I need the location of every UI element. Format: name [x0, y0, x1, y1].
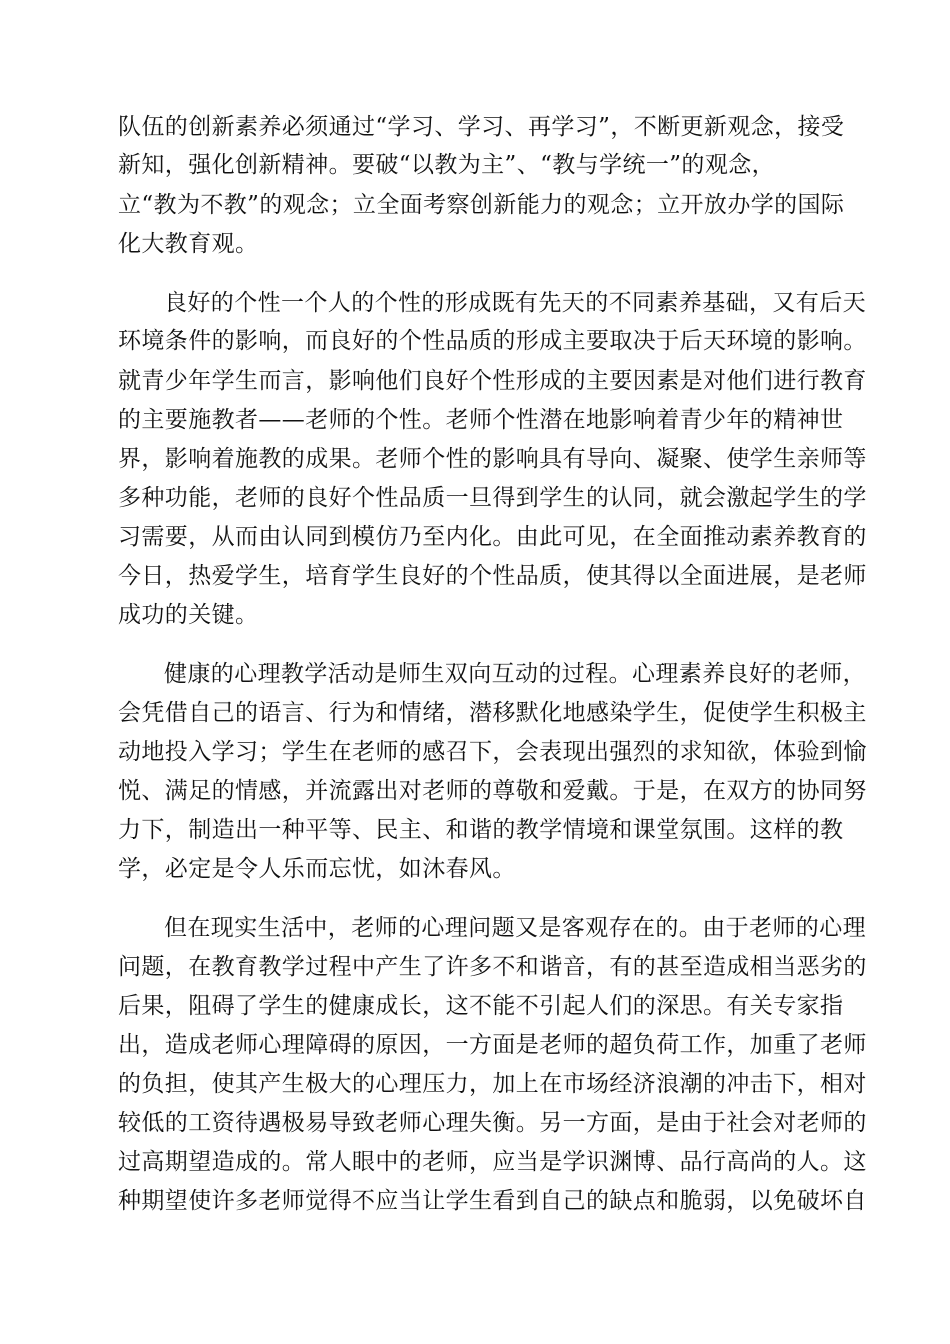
- paragraph-3-line-4: 悦、满足的情感，并流露出对老师的尊敬和爱戴。于是，在双方的协同努: [118, 778, 867, 804]
- paragraph-3-line-5: 力下，制造出一种平等、民主、和谐的教学情境和课堂氛围。这样的教: [118, 817, 844, 843]
- paragraph-1-line-3: 立“教为不教”的观念；立全面考察创新能力的观念；立开放办学的国际: [118, 192, 845, 218]
- paragraph-3-line-3: 动地投入学习；学生在老师的感召下，会表现出强烈的求知欲，体验到愉: [118, 739, 867, 765]
- paragraph-1-line-4: 化大教育观。: [118, 231, 259, 257]
- paragraph-2-line-4: 的主要施教者——老师的个性。老师个性潜在地影响着青少年的精神世: [118, 407, 844, 433]
- paragraph-2-line-2: 环境条件的影响，而良好的个性品质的形成主要取决于后天环境的影响。: [118, 328, 867, 354]
- paragraph-4-line-3: 后果，阻碍了学生的健康成长，这不能不引起人们的深思。有关专家指: [118, 993, 844, 1019]
- paragraph-4-line-4: 出，造成老师心理障碍的原因，一方面是老师的超负荷工作，加重了老师: [118, 1032, 867, 1058]
- paragraph-4-line-1: 但在现实生活中，老师的心理问题又是客观存在的。由于老师的心理: [164, 915, 866, 941]
- paragraph-2-line-6: 多种功能，老师的良好个性品质一旦得到学生的认同，就会激起学生的学: [118, 485, 867, 511]
- paragraph-1-line-1: 队伍的创新素养必须通过“学习、学习、再学习”，不断更新观念，接受: [118, 114, 845, 140]
- paragraph-1-line-2: 新知，强化创新精神。要破“以教为主”、“教与学统一”的观念，: [118, 152, 776, 178]
- paragraph-3-line-2: 会凭借自己的语言、行为和情绪，潜移默化地感染学生，促使学生积极主: [118, 700, 867, 726]
- paragraph-4-line-6: 较低的工资待遇极易导致老师心理失衡。另一方面，是由于社会对老师的: [118, 1110, 867, 1136]
- paragraph-2-line-7: 习需要，从而由认同到模仿乃至内化。由此可见，在全面推动素养教育的: [118, 524, 867, 550]
- paragraph-3-line-6: 学，必定是令人乐而忘忧，如沐春风。: [118, 856, 516, 882]
- paragraph-3-line-1: 健康的心理教学活动是师生双向互动的过程。心理素养良好的老师，: [164, 661, 866, 687]
- paragraph-2-line-1: 良好的个性一个人的个性的形成既有先天的不同素养基础，又有后天: [164, 290, 866, 316]
- paragraph-4-line-7: 过高期望造成的。常人眼中的老师，应当是学识渊博、品行高尚的人。这: [118, 1149, 867, 1175]
- paragraph-4-line-2: 问题，在教育教学过程中产生了许多不和谐音，有的甚至造成相当恶劣的: [118, 954, 867, 980]
- paragraph-2-line-8: 今日，热爱学生，培育学生良好的个性品质，使其得以全面进展，是老师: [118, 563, 867, 589]
- paragraph-4-line-5: 的负担，使其产生极大的心理压力，加上在市场经济浪潮的冲击下，相对: [118, 1071, 867, 1097]
- paragraph-2-line-5: 界，影响着施教的成果。老师个性的影响具有导向、凝聚、使学生亲师等: [118, 446, 867, 472]
- paragraph-2-line-9: 成功的关键。: [118, 602, 259, 628]
- paragraph-4-line-8: 种期望使许多老师觉得不应当让学生看到自己的缺点和脆弱，以免破坏自: [118, 1188, 867, 1214]
- paragraph-2-line-3: 就青少年学生而言，影响他们良好个性形成的主要因素是对他们进行教育: [118, 368, 867, 394]
